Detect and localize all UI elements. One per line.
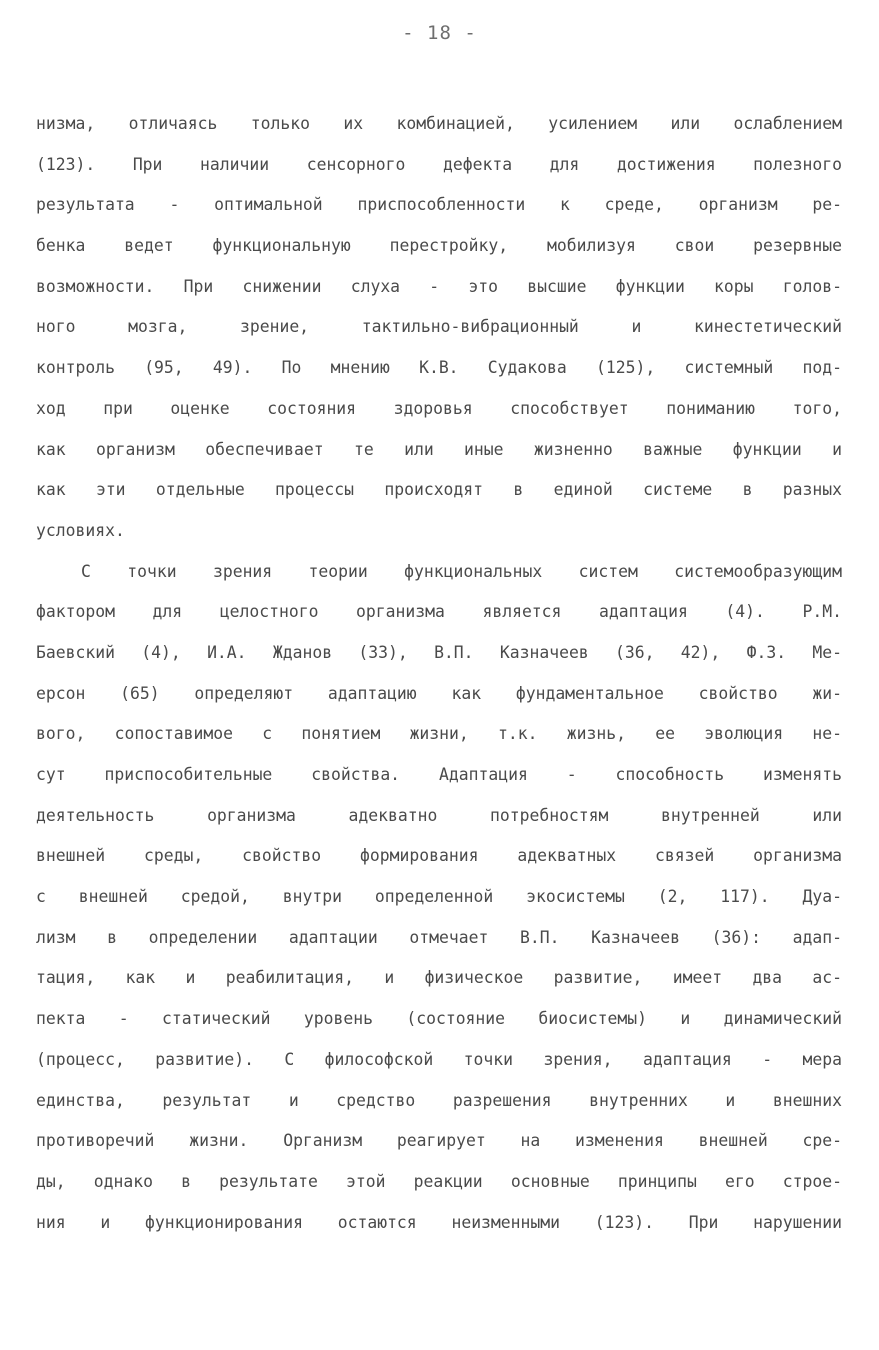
- text-line: (123). При наличии сенсорного дефекта для достижения полезного: [36, 154, 842, 174]
- text-line: тация, как и реабилитация, и физическое развитие, имеет два ас-: [36, 968, 842, 988]
- text-line: результата - оптимальной приспособленности к среде, организм ре-: [36, 195, 842, 215]
- text-line: деятельность организма адекватно потребностям внутренней или: [36, 805, 842, 825]
- text-line: единства, результат и средство разрешения внутренних и внешних: [36, 1090, 842, 1110]
- body-text: [36, 104, 842, 1243]
- text-line: фактором для целостного организма является адаптация (4). Р.М.: [36, 602, 842, 622]
- text-line: ход при оценке состояния здоровья способствует пониманию того,: [36, 398, 842, 418]
- text-line: условиях.: [36, 520, 125, 540]
- text-line: лизм в определении адаптации отмечает В.П. Казначеев (36): адап-: [36, 927, 842, 947]
- text-line: внешней среды, свойство формирования адекватных связей организма: [36, 846, 842, 866]
- text-line: как эти отдельные процессы происходят в единой системе в разных: [36, 480, 842, 500]
- page-number: - 18 -: [402, 22, 477, 44]
- text-line: (процесс, развитие). С философской точки зрения, адаптация - мера: [36, 1049, 842, 1069]
- text-line: ного мозга, зрение, тактильно-вибрационный и кинестетический: [36, 317, 842, 337]
- text-line: ерсон (65) определяют адаптацию как фундаментальное свойство жи-: [36, 683, 842, 703]
- text-line: ния и функционирования остаются неизменными (123). При нарушении: [36, 1212, 842, 1232]
- paragraph-1: [36, 104, 842, 552]
- text-line: бенка ведет функциональную перестройку, мобилизуя свои резервные: [36, 236, 842, 256]
- text-line: низма, отличаясь только их комбинацией, усилением или ослаблением: [36, 114, 842, 133]
- text-line: противоречий жизни. Организм реагирует на изменения внешней сре-: [36, 1131, 842, 1151]
- text-line: контроль (95, 49). По мнению К.В. Судакова (125), системный под-: [36, 358, 842, 378]
- text-line: С точки зрения теории функциональных систем системообразующим: [81, 561, 842, 581]
- text-line: сут приспособительные свойства. Адаптация - способность изменять: [36, 765, 842, 784]
- text-line: вого, сопоставимое с понятием жизни, т.к. жизнь, ее эволюция не-: [36, 724, 842, 744]
- text-line: ды, однако в результате этой реакции основные принципы его строе-: [36, 1171, 842, 1191]
- paragraph-2: [36, 552, 842, 1244]
- text-line: Баевский (4), И.А. Жданов (33), В.П. Казначеев (36, 42), Ф.З. Ме-: [36, 642, 842, 662]
- text-line: пекта - статический уровень (состояние биосистемы) и динамический: [36, 1009, 842, 1029]
- text-line: с внешней средой, внутри определенной экосистемы (2, 117). Дуа-: [36, 887, 842, 907]
- text-line: возможности. При снижении слуха - это высшие функции коры голов-: [36, 276, 842, 296]
- text-line: как организм обеспечивает те или иные жизненно важные функции и: [36, 439, 842, 459]
